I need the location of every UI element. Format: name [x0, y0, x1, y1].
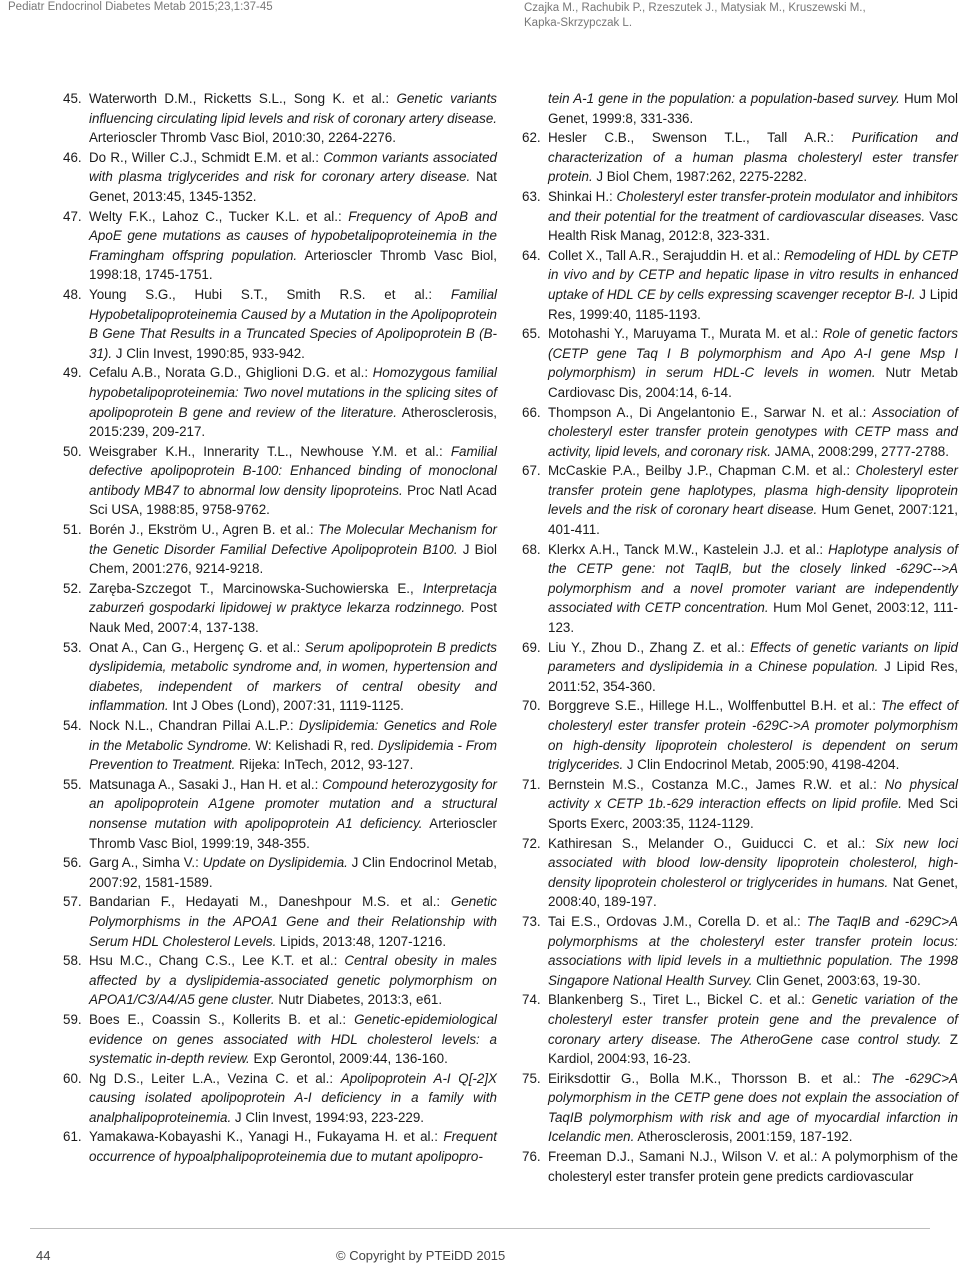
reference-entry — [63, 775, 497, 853]
reference-entry — [63, 363, 497, 441]
reference-title: Genetic-epidemiological evidence on genes associated with HDL cholesterol levels: a systematic in-depth review. — [89, 1011, 497, 1067]
reference-source: J Clin Endocrinol Metab, 2005:90, 4198-4204. — [623, 757, 900, 773]
reference-text — [89, 716, 497, 775]
reference-number: 57. — [63, 894, 82, 910]
reference-text — [89, 951, 497, 1010]
reference-number: 72. — [522, 835, 541, 851]
reference-source: Nat Genet, 2008:40, 189-197. — [548, 874, 959, 910]
reference-source: J Clin Invest, 1990:85, 933-942. — [112, 345, 305, 361]
reference-entry — [63, 716, 497, 775]
reference-text — [548, 246, 958, 324]
reference-authors: Garg A., Simha V.: — [89, 855, 203, 871]
reference-entry — [63, 853, 497, 892]
reference-source: Nat Genet, 2013:45, 1345-1352. — [89, 169, 497, 204]
reference-entry — [522, 324, 958, 402]
reference-title: Genetic variation of the cholesteryl ester transfer protein gene and the prevalence of coronary artery disease. The AtheroGene case control study. — [548, 992, 958, 1047]
reference-title: Purification and characterization of a human plasma cholesteryl ester transfer protein. — [548, 130, 958, 185]
reference-authors: Collet X., Tall A.R., Serajuddin H. et al.: — [548, 247, 784, 263]
reference-authors: McCaskie P.A., Beilby J.P., Chapman C.M. et al.: — [548, 463, 856, 479]
reference-entry — [522, 912, 958, 990]
reference-title: Common variants associated with plasma triglycerides and risk for coronary artery disease. — [89, 149, 497, 185]
reference-entry — [63, 89, 497, 148]
reference-entry — [522, 128, 958, 187]
reference-text — [548, 638, 958, 697]
reference-text — [548, 1147, 958, 1186]
reference-title: tein A-1 gene in the population: a population-based survey. — [548, 91, 900, 106]
reference-source: Nutr Metab Cardiovasc Dis, 2004:14, 6-14. — [548, 365, 958, 400]
reference-number: 54. — [63, 718, 82, 733]
reference-text — [89, 148, 497, 207]
reference-number: 47. — [63, 208, 82, 224]
reference-authors: Onat A., Can G., Hergenç G. et al.: — [89, 639, 305, 655]
reference-title: Cholesteryl ester transfer protein gene haplotypes, plasma high-density lipoprotein levels and the risk of coronary heart disease. — [548, 463, 958, 518]
reference-text — [89, 579, 497, 638]
reference-title: Cholesteryl ester transfer-protein modulator and inhibitors and their potential for the treatment of cardiovascular diseases. — [548, 188, 958, 224]
reference-authors: Motohashi Y., Maruyama T., Murata M. et al.: — [548, 326, 823, 342]
reference-number: 58. — [63, 953, 82, 969]
reference-text — [89, 89, 497, 148]
reference-authors: Waterworth D.M., Ricketts S.L., Song K. et al.: — [89, 91, 397, 106]
reference-entry — [63, 207, 497, 285]
reference-authors: Bernstein M.S., Costanza M.C., James R.W. et al.: — [548, 776, 885, 792]
reference-authors: Do R., Willer C.J., Schmidt E.M. et al.: — [89, 149, 324, 165]
reference-source: Hum Genet, 2007:121, 401-411. — [548, 502, 958, 538]
reference-authors: Boes E., Coassin S., Kollerits B. et al.: — [89, 1011, 355, 1027]
reference-authors: Weisgraber K.H., Innerarity T.L., Newhouse Y.M. et al.: — [89, 443, 451, 459]
reference-title: Frequency of ApoB and ApoE gene mutations as causes of hypobetalipoproteinemia in the Framingham offspring population. — [89, 208, 497, 263]
reference-number: 74. — [522, 992, 541, 1008]
reference-title: Update on Dyslipidemia. — [202, 855, 348, 871]
reference-entry — [63, 579, 497, 638]
reference-number: 56. — [63, 855, 82, 871]
reference-number: 70. — [522, 698, 541, 714]
reference-number: 76. — [522, 1149, 541, 1165]
reference-authors: Hsu M.C., Chang C.S., Lee K.T. et al.: — [89, 953, 345, 969]
reference-text — [89, 442, 497, 520]
reference-source: Hum Mol Genet, 2003:12, 111-123. — [548, 600, 958, 636]
reference-number: 46. — [63, 149, 82, 165]
reference-source: J Clin Invest, 1994:93, 223-229. — [231, 1109, 425, 1125]
reference-title: Familial defective apolipoprotein B-100: Enhanced binding of monoclonal antibody MB47 to abnormal low density lipoproteins. — [89, 443, 497, 498]
footer-divider — [30, 1228, 930, 1229]
reference-authors: Welty F.K., Lahoz C., Tucker K.L. et al.: — [89, 208, 349, 224]
reference-entry — [63, 892, 497, 951]
reference-text — [548, 696, 958, 774]
reference-authors: Zaręba-Szczegot T., Marcinowska-Suchowierska E., — [89, 580, 423, 596]
reference-text — [89, 363, 497, 441]
reference-entry — [522, 187, 958, 246]
reference-entry — [63, 638, 497, 716]
reference-text — [548, 187, 958, 246]
reference-number: 71. — [522, 776, 541, 792]
reference-number: 53. — [63, 639, 82, 655]
reference-authors: Freeman D.J., Samani N.J., Wilson V. et al.: A polymorphism of the cholesteryl ester transfer protein gene predicts cardiovascular — [548, 1149, 958, 1184]
reference-title: Remodeling of HDL by CETP in vivo and by CETP and hepatic lipase in vitro results in enhanced uptake of HDL CE by cells expressing scavenger receptor B-I. — [548, 247, 958, 302]
reference-source: Vasc Health Risk Manag, 2012:8, 323-331. — [548, 208, 958, 244]
reference-authors: Thompson A., Di Angelantonio E., Sarwar N. et al.: — [548, 404, 873, 420]
reference-entry — [63, 442, 497, 520]
reference-column-left — [63, 89, 497, 1167]
reference-title: Genetic variants influencing circulating lipid levels and risk of coronary artery disease. — [89, 91, 497, 126]
reference-number: 45. — [63, 91, 82, 106]
reference-entry — [522, 834, 958, 912]
reference-source: Int J Obes (Lond), 2007:31, 1119-1125. — [168, 698, 404, 714]
reference-title: Familial Hypobetalipoproteinemia Caused by a Mutation in the Apolipoprotein B Gene That Results in a Truncated Species of Apolipoprotein B (B-31). — [89, 286, 497, 361]
reference-source: JAMA, 2008:299, 2777-2788. — [771, 443, 949, 459]
reference-text — [89, 285, 497, 363]
reference-title: Effects of genetic variants on lipid parameters and dyslipidemia in a Chinese population. — [548, 639, 958, 675]
reference-number: 61. — [63, 1129, 82, 1145]
reference-number: 62. — [522, 130, 541, 146]
reference-title: Apolipoprotein A-I Q[-2]X causing isolated apolipoprotein A-I deficiency in a family with analphalipoproteinemia. — [89, 1070, 497, 1125]
reference-number: 50. — [63, 443, 82, 459]
reference-number: 73. — [522, 913, 541, 929]
reference-number: 67. — [522, 463, 541, 479]
reference-title: Role of genetic factors (CETP gene Taq I B polymorphism and Apo A-I gene Msp I polymorphism) in serum HDL-C levels in women. — [548, 326, 958, 381]
article-authors-line1: Czajka M., Rachubik P., Rzeszutek J., Matysiak M., Kruszewski M., — [524, 2, 866, 14]
reference-entry — [63, 951, 497, 1010]
reference-entry — [522, 696, 958, 774]
journal-citation: Pediatr Endocrinol Diabetes Metab 2015;23,1:37-45 — [8, 1, 273, 13]
reference-title: Genetic Polymorphisms in the APOA1 Gene and their Relationship with Serum HDL Cholesterol Levels. — [89, 894, 497, 949]
reference-title: Dyslipidemia - From Prevention to Treatment. — [89, 737, 497, 773]
article-authors-line2: Kapka-Skrzypczak L. — [524, 17, 633, 29]
reference-text — [548, 128, 958, 187]
reference-text — [89, 520, 497, 579]
reference-authors: Cefalu A.B., Norata G.D., Ghiglioni D.G. et al.: — [89, 365, 373, 381]
reference-title: Interpretacja zaburzeń gospodarki lipidowej w praktyce lekarza rodzinnego. — [89, 580, 497, 616]
reference-source: J Biol Chem, 2001:276, 9214-9218. — [89, 541, 498, 577]
reference-text — [548, 912, 958, 990]
reference-source: Proc Natl Acad Sci USA, 1988:85, 9758-9762. — [89, 482, 497, 518]
reference-title: Homozygous familial hypobetalipoproteinemia: Two novel mutations in the splicing sites of apolipoprotein B gene and review of the literature. — [89, 365, 497, 420]
reference-entry — [522, 638, 958, 697]
reference-source: W: Kelishadi R, red. — [251, 737, 378, 753]
reference-number: 59. — [63, 1011, 82, 1027]
reference-number: 68. — [522, 541, 541, 557]
reference-source: Rijeka: InTech, 2012, 93-127. — [235, 757, 414, 773]
reference-text — [89, 775, 497, 853]
reference-authors: Borén J., Ekström U., Agren B. et al.: — [89, 522, 319, 538]
reference-entry — [522, 775, 958, 834]
reference-text — [89, 207, 497, 285]
reference-authors: Borggreve S.E., Hillege H.L., Wolffenbuttel B.H. et al.: — [548, 698, 881, 714]
reference-source: Nutr Diabetes, 2013:3, e61. — [274, 992, 443, 1008]
reference-number: 69. — [522, 639, 541, 655]
reference-text — [548, 834, 958, 912]
reference-title: Compound heterozygosity for an apolipoprotein A1gene promoter mutation and a structural nonsense mutation with apolipoprotein A1 deficiency. — [89, 776, 497, 831]
reference-authors: Ng D.S., Leiter L.A., Vezina C. et al.: — [89, 1070, 341, 1086]
reference-title: Dyslipidemia: Genetics and Role in the Metabolic Syndrome. — [89, 718, 497, 753]
reference-authors: Hesler C.B., Swenson T.L., Tall A.R.: — [548, 130, 852, 146]
reference-authors: Young S.G., Hubi S.T., Smith R.S. et al.: — [89, 286, 451, 302]
reference-source: J Clin Endocrinol Metab, 2007:92, 1581-1589. — [89, 855, 497, 890]
reference-source: J Lipid Res, 2011:52, 354-360. — [548, 659, 958, 694]
reference-text — [548, 324, 958, 402]
reference-entry — [522, 990, 958, 1068]
reference-entry — [522, 246, 958, 324]
reference-authors: Bandarian F., Hedayati M., Daneshpour M.S. et al.: — [89, 894, 451, 910]
reference-authors: Blankenberg S., Tiret L., Bickel C. et al.: — [548, 992, 812, 1008]
reference-title: Central obesity in males affected by a dyslipidemia-associated genetic polymorphism on APOA1/C3/A4/A5 gene cluster. — [89, 953, 497, 1008]
reference-title: Serum apolipoprotein B predicts dyslipidemia, metabolic syndrome and, in women, hypertension and diabetes, independent of markers of central obesity and inflammation. — [89, 639, 497, 714]
reference-authors: Shinkai H.: — [548, 188, 617, 204]
reference-text — [548, 461, 958, 539]
reference-authors: Klerkx A.H., Tanck M.W., Kastelein J.J. et al.: — [548, 541, 829, 557]
article-authors — [524, 1, 866, 31]
reference-entry — [522, 461, 958, 539]
page-number: 44 — [36, 1248, 51, 1263]
reference-authors: Liu Y., Zhou D., Zhang Z. et al.: — [548, 639, 751, 655]
reference-authors: Matsunaga A., Sasaki J., Han H. et al.: — [89, 776, 323, 792]
reference-authors: Eiriksdottir G., Bolla M.K., Thorsson B. et al.: — [548, 1070, 872, 1086]
reference-source: Exp Gerontol, 2009:44, 136-160. — [249, 1051, 448, 1067]
reference-number: 52. — [63, 580, 82, 596]
reference-text — [89, 1069, 497, 1128]
reference-text — [548, 775, 958, 834]
reference-entry — [522, 540, 958, 638]
reference-authors: Kathiresan S., Melander O., Guiducci C. et al.: — [548, 835, 876, 851]
reference-title: The -629C>A polymorphism in the CETP gene does not explain the association of TaqIB polymorphism with risk and age of myocardial infarction in Icelandic men. — [548, 1070, 958, 1145]
reference-number: 51. — [63, 522, 82, 538]
reference-source: Post Nauk Med, 2007:4, 137-138. — [89, 600, 498, 636]
reference-text — [548, 990, 958, 1068]
reference-source: Z Kardiol, 2004:93, 16-23. — [548, 1031, 958, 1067]
reference-number: 48. — [63, 286, 82, 302]
reference-source: J Biol Chem, 1987:262, 2275-2282. — [592, 169, 808, 185]
reference-text — [89, 1127, 497, 1166]
reference-authors: Nock N.L., Chandran Pillai A.L.P.: — [89, 718, 299, 733]
reference-column-right — [522, 89, 958, 1186]
reference-number: 60. — [63, 1070, 82, 1086]
reference-entry — [63, 1127, 497, 1166]
reference-number: 66. — [522, 404, 541, 420]
reference-title: The TaqIB and -629C>A polymorphisms at the cholesteryl ester transfer protein locus: associations with lipid levels in a multiethnic population. The 1998 Singapore National Health Survey. — [548, 913, 958, 988]
reference-source: Arterioscler Thromb Vasc Biol, 1999:19, 348-355. — [89, 815, 497, 851]
running-header — [0, 0, 960, 30]
reference-authors: Tai E.S., Ordovas J.M., Corella D. et al.: — [548, 913, 807, 929]
reference-source: Clin Genet, 2003:63, 19-30. — [752, 972, 921, 988]
reference-text — [548, 540, 958, 638]
reference-number: 49. — [63, 365, 82, 381]
reference-entry — [63, 520, 497, 579]
reference-text — [89, 853, 497, 892]
reference-number: 64. — [522, 247, 541, 263]
reference-title: No physical activity x CETP 1b.-629 interaction effects on lipid profile. — [548, 776, 959, 812]
copyright-notice: © Copyright by PTEiDD 2015 — [336, 1248, 506, 1263]
reference-title: The effect of cholesteryl ester transfer protein -629C->A promoter polymorphism on high-density lipoprotein cholesterol is dependent on serum triglycerides. — [548, 698, 958, 773]
reference-entry — [63, 1010, 497, 1069]
reference-text — [89, 892, 497, 951]
reference-source: J Lipid Res, 1999:40, 1185-1193. — [548, 286, 958, 322]
reference-number: 75. — [522, 1070, 541, 1086]
reference-title: Frequent occurrence of hypoalphalipoproteinemia due to mutant apolipopro- — [89, 1129, 497, 1165]
reference-number: 63. — [522, 188, 541, 204]
reference-authors: Yamakawa-Kobayashi K., Yanagi H., Fukayama H. et al.: — [89, 1129, 444, 1145]
reference-number: 55. — [63, 776, 82, 792]
reference-text — [89, 638, 497, 716]
reference-entry — [522, 1147, 958, 1186]
reference-title: Six new loci associated with blood low-density lipoprotein cholesterol, high-density lipoprotein cholesterol or triglycerides in humans. — [548, 835, 958, 890]
reference-source: Med Sci Sports Exerc, 2003:35, 1124-1129. — [548, 796, 958, 831]
reference-entry — [522, 403, 958, 462]
reference-source: Hum Mol Genet, 1999:8, 331-336. — [548, 91, 958, 126]
reference-entry — [63, 1069, 497, 1128]
reference-text — [548, 1069, 958, 1147]
reference-source: Atherosclerosis, 2001:159, 187-192. — [634, 1129, 853, 1145]
reference-title: Haplotype analysis of the CETP gene: not TaqIB, but the closely linked -629C-->A polymorphism and a novel promoter variant are independently associated with CETP concentration. — [548, 541, 958, 616]
reference-entry — [522, 89, 958, 128]
reference-entry — [63, 285, 497, 363]
reference-text — [89, 1010, 497, 1069]
reference-number: 65. — [522, 326, 541, 342]
reference-entry — [63, 148, 497, 207]
reference-title: Association of cholesteryl ester transfer protein genotypes with CETP mass and activity, lipid levels, and coronary risk. — [548, 404, 958, 459]
reference-text — [548, 403, 958, 462]
reference-title: The Molecular Mechanism for the Genetic Disorder Familial Defective Apolipoprotein B100. — [89, 522, 497, 557]
reference-source: Atherosclerosis, 2015:239, 209-217. — [89, 404, 498, 440]
reference-text — [522, 89, 958, 128]
reference-entry — [522, 1069, 958, 1147]
reference-source: Arterioscler Thromb Vasc Biol, 1998:18, 1745-1751. — [89, 247, 498, 283]
reference-source: Arterioscler Thromb Vasc Biol, 2010:30, 2264-2276. — [89, 130, 396, 146]
reference-source: Lipids, 2013:48, 1207-1216. — [276, 933, 447, 949]
